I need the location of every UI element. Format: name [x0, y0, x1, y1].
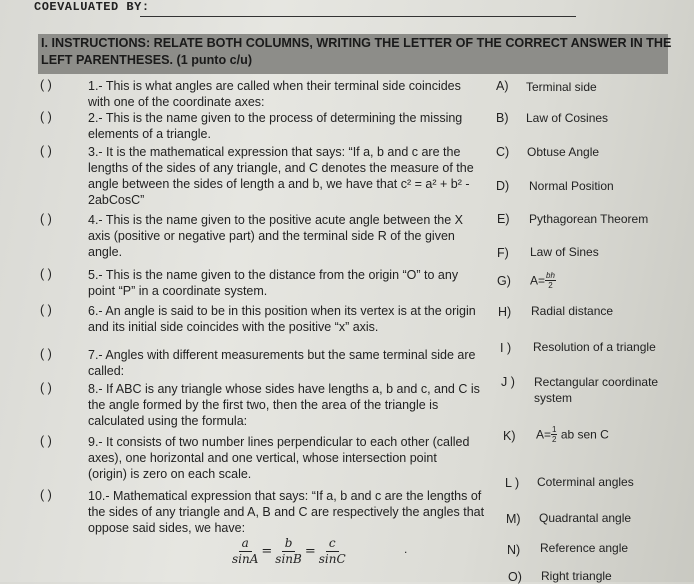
answer-blank-8[interactable]: ( ): [40, 381, 52, 395]
fraction-a-over-sinA: $\frac{a}{\sin A}$: [232, 536, 259, 566]
answer-text-l: Coterminal angles: [537, 475, 634, 489]
fraction-c-over-sinC: $\frac{c}{\sin C}$: [318, 536, 346, 566]
answer-letter-c: C): [496, 145, 510, 159]
answer-blank-5[interactable]: ( ): [40, 267, 52, 281]
answer-letter-o: O): [508, 570, 522, 584]
answer-blank-1[interactable]: ( ): [40, 78, 52, 92]
question-6: 6.- An angle is said to be in this position when its vertex is at the origin and its initial side coincides with the positive “x” axis.: [88, 304, 476, 334]
answer-blank-4[interactable]: ( ): [40, 212, 52, 226]
question-4: 4.- This is the name given to the positive acute angle between the X axis (positive or negative part) and the terminal side R of the given angle.: [88, 213, 463, 259]
question-7: 7.- Angles with different measurements but the same terminal side are called:: [88, 348, 476, 378]
answer-blank-6[interactable]: ( ): [40, 303, 52, 317]
answer-blank-3[interactable]: ( ): [40, 144, 52, 158]
question-3: 3.- It is the mathematical expression that says: “If a, b and c are the lengths of the sides of any triangle, and C denotes the measure of the angle between the sides of length a and b, we have that c² = a² + b² - 2abCosC”: [88, 145, 474, 207]
question-9: 9.- It consists of two number lines perpendicular to each other (called axes), one horizontal and one vertical, whose intersection point (origin) is zero on each scale.: [88, 435, 470, 481]
answer-text-n: Reference angle: [540, 541, 629, 555]
question-8: 8.- If ABC is any triangle whose sides have lengths a, b and c, and C is the angle formed by the first two, then the area of the triangle is calculated using the formula:: [88, 382, 480, 428]
answer-letter-k: K): [503, 429, 516, 443]
question-2: 2.- This is the name given to the process of determining the missing elements of a triangle.: [88, 111, 463, 141]
question-10: 10.- Mathematical expression that says: “If a, b and c are the lengths of the sides of any triangle and A, B and C are respectively the angles that oppose said sides, we have:: [88, 489, 485, 535]
answer-letter-h: H): [498, 305, 512, 319]
answer-blank-2[interactable]: ( ): [40, 110, 52, 124]
answer-text-b: Law of Cosines: [526, 111, 609, 125]
question-5: 5.- This is the name given to the distance from the origin “O” to any point “P” in a coordinate system.: [88, 268, 459, 298]
answer-blank-9[interactable]: ( ): [40, 434, 52, 448]
answer-blank-10[interactable]: ( ): [40, 488, 52, 502]
instructions-banner: [38, 34, 672, 74]
answer-formula-g: A= $\frac{bh}{2}$: [530, 271, 555, 290]
fraction-b-over-sinB: $\frac{b}{\sin B}$: [275, 536, 302, 566]
answer-text-c: Obtuse Angle: [527, 145, 600, 159]
answer-text-f: Law of Sines: [530, 245, 599, 259]
question-1: 1.- This is what angles are called when their terminal side coincides with one of the coordinate axes:: [88, 79, 461, 109]
answer-letter-m: M): [506, 512, 521, 526]
answer-blank-7[interactable]: ( ): [40, 347, 52, 361]
answer-text-o: Right triangle: [541, 569, 612, 583]
instructions-line-2: LEFT PARENTHESES. (1 punto c/u): [41, 53, 253, 67]
answer-letter-f: F): [497, 246, 509, 260]
fraction-1-over-2: $\frac{1}{2}$: [552, 425, 557, 444]
answer-text-e: Pythagorean Theorem: [529, 212, 649, 226]
coevaluated-by-label: COEVALUATED BY:: [34, 0, 150, 14]
answer-letter-e: E): [497, 212, 510, 226]
answer-letter-j: J ): [501, 375, 515, 389]
answer-letter-d: D): [496, 179, 510, 193]
answer-text-d: Normal Position: [529, 179, 614, 193]
formula-dot: .: [404, 542, 408, 556]
answer-letter-a: A): [496, 79, 509, 93]
answer-text-m: Quadrantal angle: [539, 511, 632, 525]
answer-letter-n: N): [507, 543, 521, 557]
answer-letter-l: L ): [505, 476, 520, 490]
law-of-sines-formula: $\frac{a}{\sin A}$ = $\frac{b}{\sin B}$ = $\frac{c}{\sin C}$: [232, 536, 346, 566]
instructions-line-1: I. INSTRUCTIONS: RELATE BOTH COLUMNS, WRITING THE LETTER OF THE CORRECT ANSWER IN THE: [41, 36, 672, 50]
coevaluated-signature-line: [140, 16, 576, 17]
answer-text-j: Rectangular coordinate system: [534, 375, 659, 405]
answer-formula-k: A= $\frac{1}{2}$ ab sen C: [536, 425, 609, 444]
answer-text-a: Terminal side: [526, 80, 597, 94]
answer-letter-g: G): [497, 274, 511, 288]
answer-letter-i: I ): [500, 341, 512, 355]
answer-text-i: Resolution of a triangle: [533, 340, 656, 354]
fraction-bh-over-2: $\frac{bh}{2}$: [546, 271, 555, 290]
answer-text-h: Radial distance: [531, 304, 614, 318]
answer-letter-b: B): [496, 111, 509, 125]
